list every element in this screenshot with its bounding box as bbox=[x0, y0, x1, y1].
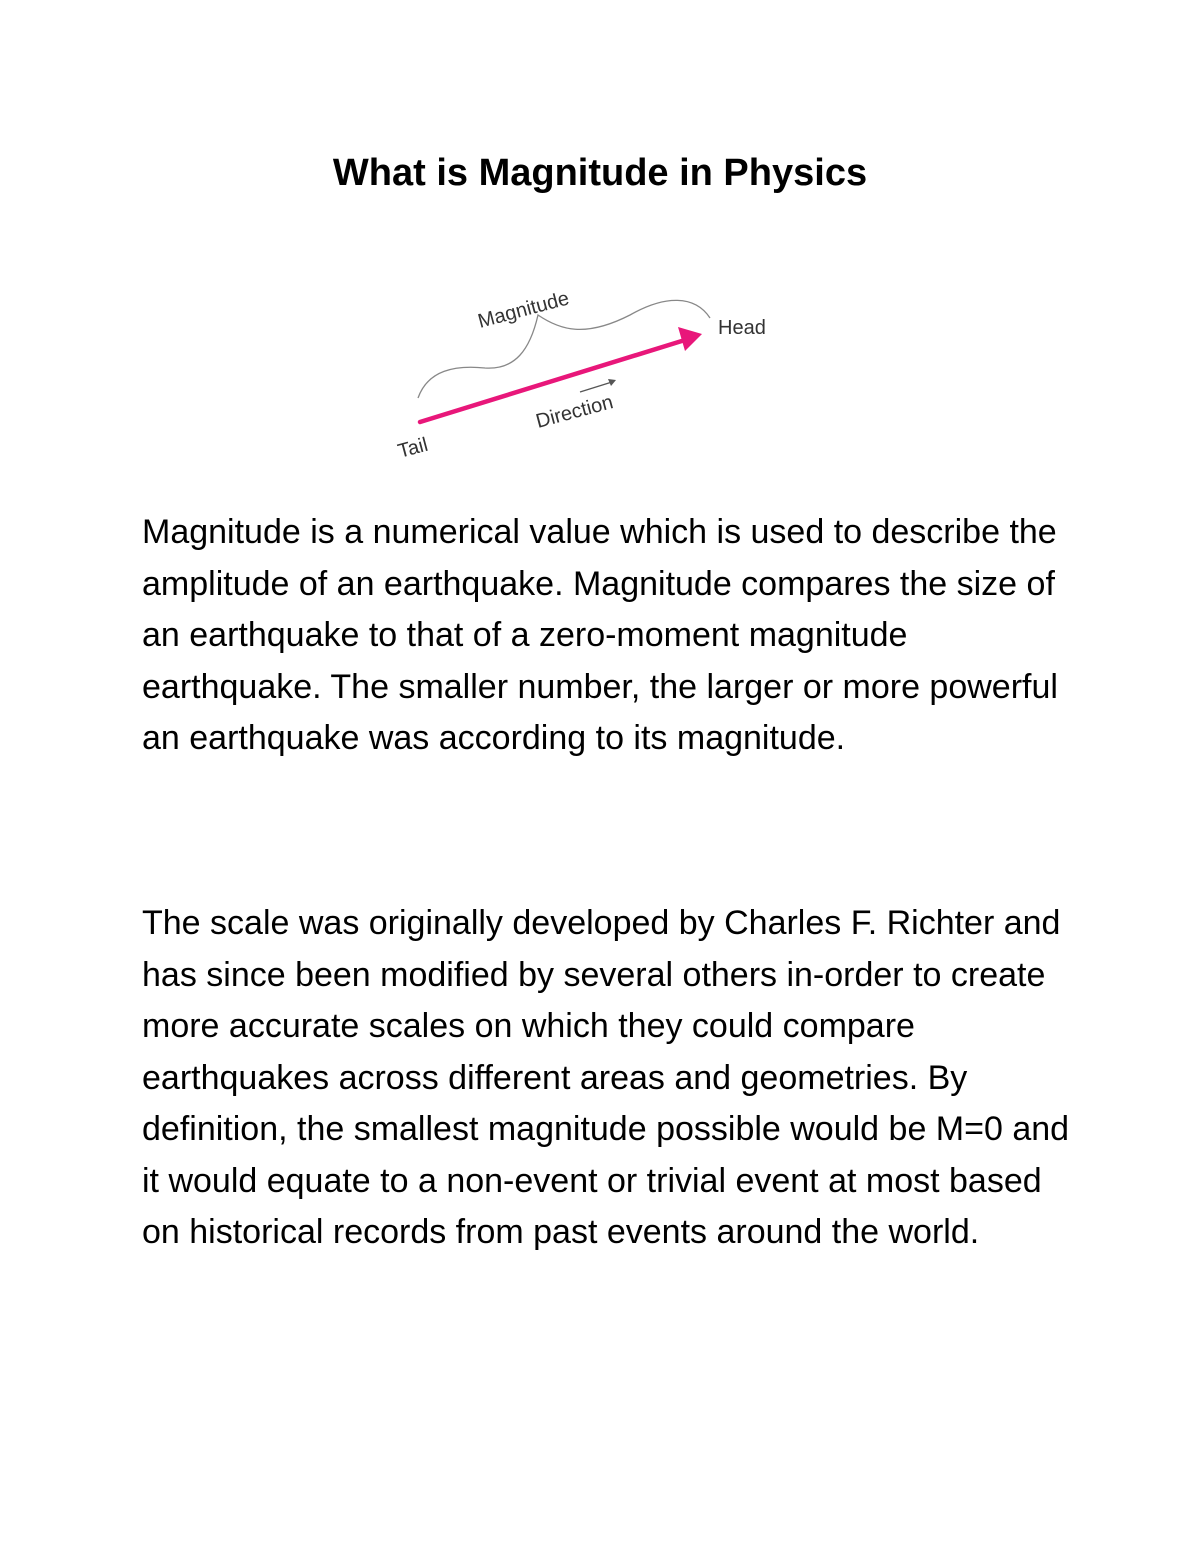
head-label: Head bbox=[718, 317, 766, 339]
page-title: What is Magnitude in Physics bbox=[332, 152, 868, 194]
vector-arrowhead bbox=[678, 327, 702, 351]
direction-arrow-line bbox=[580, 382, 612, 392]
vector-diagram bbox=[380, 270, 800, 470]
magnitude-label: Magnitude bbox=[475, 287, 572, 333]
magnitude-brace bbox=[418, 300, 710, 398]
tail-label: Tail bbox=[395, 433, 431, 463]
direction-label: Direction bbox=[533, 391, 616, 433]
vector-diagram-svg bbox=[380, 270, 800, 470]
paragraph-1: Magnitude is a numerical value which is used to describe the amplitude of an earthquake. Magnitude compares the size of an earthquake to that of a zero-moment magnitude earthquake. The smaller number, the larger or more powerful an earthquake was according to its magnitude. bbox=[142, 513, 1058, 757]
paragraph-2: The scale was originally developed by Charles F. Richter and has since been modified by several others in-order to create more accurate scales on which they could compare earthquakes across different areas and geometries. By definition, the smallest magnitude possible would be M=0 and it would equate to a non-event or trivial event at most based on historical records from past events around the world. bbox=[142, 904, 1070, 1251]
